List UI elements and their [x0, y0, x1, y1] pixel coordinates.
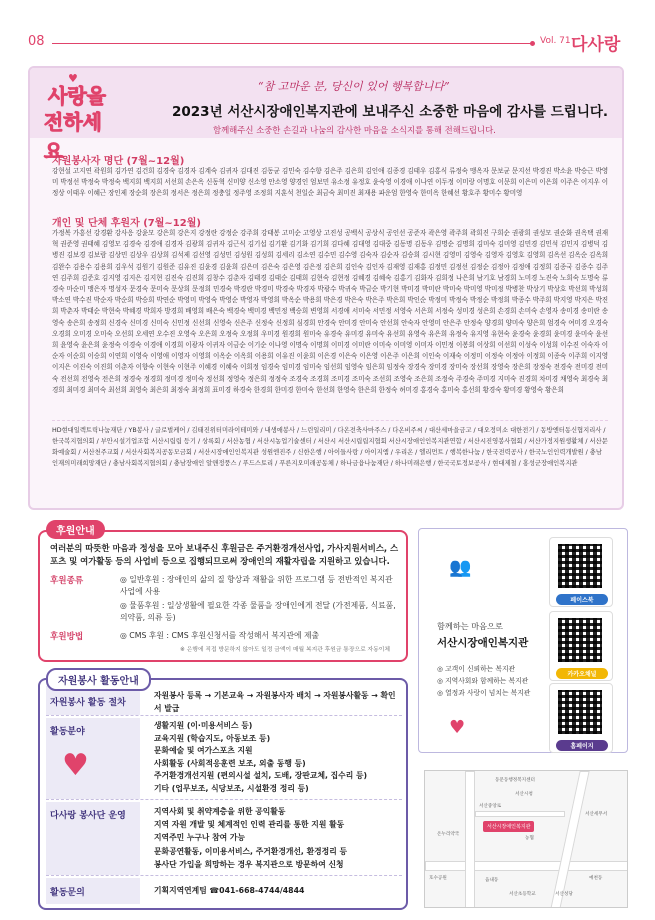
people-illustration-icon: 👥 [449, 557, 472, 578]
heart-hands-icon: ♥ [62, 748, 89, 783]
map-pin-welfare-center[interactable]: 서산시장애인복지관 [483, 821, 534, 832]
organization-names: HD현대일렉트릭나눔재단 / YB봉사 / 글로벌케어 / 김태진위터미라이테미와 / 내생애봉사 / 느린일리미 / 다온전축사마주스 / 다온비주씨 / 대산세마을금고 / 대오정미소 대한전기 / 동방엔터동신협지리사 / 한국복지협의회 / 부안시설기업조합 서산시립립 등기 / 상록회 / 서산농협 / 서산시농업기술센터 / 서산시 서산시립립지협회 서산시장애인인복지관연합 / 서산시진영봉사협회 / 서산가정지원생활체 / 서산문화예술회 / 서산천주교회 / 서산사회복지공동모금회 / 서산시장애인인복지관 성원엔진주 / 신한은행 / 아이들사랑 / 아이지엠 / 우리온 / 엘리먼트 / 행복한나눔 / 한국전력공사 / 한국노인인력개발원 / 충남인재의미래희망재단 / 충남사회복지협의회 / 충남장애인 알앤정풍스 / 푸드스토리 / 푸른지오미래공동체 / 하나금융나눔재단 / 하나미래은행 / 한국국토정보공사 / 현대제철 / 홍성군장애인복지관 [52, 420, 608, 508]
donation-tab: 후원안내 [46, 520, 105, 539]
map-road [465, 771, 475, 908]
volume-label: Vol. 71 [540, 36, 571, 46]
location-map[interactable] [424, 770, 628, 908]
header-dot [530, 41, 535, 46]
facebook-qr[interactable]: 페이스북 [549, 537, 613, 607]
volunteer-row-contact: 활동문의 기획지역연계팀 ☎041-668-4744/4844 [46, 878, 402, 904]
donation-kind-general: ◎ 일반후원 : 장애인의 삶의 질 향상과 재활을 위한 프로그램 등 전반적인 복지관 사업에 사용 [120, 575, 393, 596]
donor-list-heading: 개인 및 단체 후원자 (7월~12월) [52, 218, 201, 229]
volunteer-tab: 자원봉사 활동안내 [46, 668, 151, 691]
volunteer-names: 강현설 고지연 곽원희 김가연 김건희 김경숙 김경자 김계숙 김귀자 김대진 김동균 김민숙 김수향 김은주 김은희 김인애 김종경 김태우 김홍식 류정숙 맹옥자 문보균 문지선 박경진 박소윤 박승근 박영미 박정선 박정숙 박정숙 백지희 백지희 서선희 손은옥 신동혁 신미양 신소영 안소영 양경인 엄보민 유소정 유정호 윤숙영 이경애 이나연 이두정 이미랑 이명호 이문희 이은미 이은희 이주은 이지우 이정상 이태우 이혜근 장인제 장순희 장은희 정서은 정은희 정충일 정주영 조정희 지훈석 천일순 최금숙 최미진 최재용 파운엄 한영숙 한미옥 한혜선 황호주 황미수 황미영 [52, 167, 608, 198]
balloon-illustration-icon: ♥ [449, 717, 466, 738]
map-road [425, 861, 628, 871]
donation-kind-label: 후원종류 [50, 576, 84, 586]
map-label: 동문동행정복지센터 [495, 778, 535, 783]
volunteer-row-fields: 활동분야 ♥ 생활지원 (이·미용서비스 등) 교육지원 (학습지도, 아동보조 등) 문화예술 및 여가스포츠 지원 사회활동 (사회적응훈련 보조, 외출 동행 등) 주거환경개선지원 (편의시설 설치, 도배, 장판교체, 집수리 등) 기타 (업무보조, 식당보조, 시설환경 정리 등) [46, 718, 402, 800]
thanks-subtitle: 함께해주신 소중한 손길과 나눔의 감사한 마음을 소식지를 통해 전해드립니다. [213, 125, 496, 135]
thanks-title: 2023년 서산시장애인복지관에 보내주신 소중한 마음에 감사를 드립니다. [172, 104, 609, 120]
thanks-section [28, 66, 624, 510]
love-logo: ♥ 사랑을 전하세요 [44, 72, 106, 163]
map-road [475, 811, 565, 817]
donation-kind-goods: ◎ 물품후원 : 일상생활에 필요한 각종 물품을 장애인에게 전달 (가전제품, 식료품, 의약품, 의류 등) [120, 601, 396, 622]
map-label: 농협 [525, 836, 534, 841]
kakao-channel-qr[interactable]: 카카오채널 [549, 611, 613, 681]
page-number: 08 [28, 34, 45, 49]
donor-names: 가정복 가흥선 강경환 강사응 강윤모 강은희 강은지 강정란 강정순 강주희 강태봉 고미순 고영상 고진성 공백식 공상식 공인선 공준자 곽은영 곽주희 곽희진 구희순 권광희 권성모 권순화 권옥택 권재혁 권준영 권태혜 김영모 김경숙 김경애 김경자 김광희 김귀자 김근식 김기섭 김기환 김기화 김기희 김다혜 김대영 김대중 김동명 김동우 김명순 김명희 김미숙 김미영 김민경 김민석 김민지 김병덕 김병진 김보경 김보람 김상민 김상우 김상희 김석제 김선영 김성민 김성원 김성희 김세리 김소연 김수민 김수영 김숙자 김순자 김승희 김시현 김영미 김영숙 김영자 김영호 김영희 김옥선 김옥순 김옥희 김완수 김용수 김용희 김우석 김원기 김원준 김유진 김윤경 김윤희 김은미 김은숙 김은영 김은정 김은희 김인숙 김인자 김재영 김재홍 김정민 김정선 김정순 김정아 김정애 김정희 김종국 김종수 김주연 김주희 김준호 김지영 김지은 김지현 김진숙 김진희 김창수 김춘자 김태경 김태순 김태희 김현숙 김현정 김혜경 김혜숙 김홍기 김화자 김희정 나은희 남기호 남경희 노미경 노진숙 노희숙 도명숙 류경숙 마순미 맹은자 명성자 문경숙 문미숙 문상희 문정희 민경숙 박경란 박경미 박경숙 박경자 박광수 박귀숙 박금순 박기현 박미경 박미란 박미숙 박미영 박미정 박병찬 박상기 박상호 박선희 박성희 박소연 박수진 박순자 박순희 박승희 박연순 박영미 박영숙 박영순 박영자 박영희 박옥순 박용희 박은경 박은숙 박은주 박은희 박인순 박정미 박정숙 박정순 박정희 박종수 박주희 박지영 박지은 박진희 박춘자 박태순 박현숙 박혜경 박희자 방경희 배영희 배은숙 백경숙 백미경 백민정 백승희 변영희 서경애 서미숙 서민정 서영숙 서은희 서정숙 성미경 성은희 손경희 손미숙 손영자 송미경 송미란 송영숙 송은희 송정희 신경숙 신미경 신미숙 신민정 신선희 신영숙 신은주 신정숙 신정희 심경희 안경숙 안미경 안미숙 안선희 안숙자 안영미 안은주 안정숙 양경희 양미숙 양은희 엄경숙 여미경 오경숙 오경희 오미경 오미숙 오선희 오세연 오수진 오영숙 오은희 오정숙 오정희 우미경 원경희 원미숙 유경숙 유미경 유미숙 유선희 유영숙 유은희 유정숙 유지영 유현숙 윤경숙 윤경희 윤미경 윤미숙 윤선희 윤영숙 윤은희 윤정숙 이경숙 이경애 이경희 이광자 이귀자 이금순 이기순 이나영 이명숙 이명희 이미경 이미란 이미숙 이미영 이미자 이민정 이봉희 이상희 이선희 이성숙 이성희 이수진 이숙자 이순자 이순희 이승희 이연희 이영숙 이영애 이영자 이영희 이옥순 이옥희 이용희 이유진 이윤희 이은경 이은숙 이은영 이은주 이은희 이인숙 이재숙 이정미 이정숙 이정아 이정희 이종숙 이주희 이지영 이지은 이진숙 이진희 이춘자 이향숙 이현숙 이현주 이혜경 이혜숙 이희정 임경숙 임미경 임미숙 임선희 임영숙 임은희 임정숙 장경숙 장미경 장미숙 장선희 장영숙 장은희 장정숙 전경숙 전미경 전미숙 전선희 전영숙 전은희 정경숙 정경희 정미경 정미숙 정선희 정영숙 정은희 정정숙 조경숙 조경희 조미경 조미숙 조선희 조영숙 조은희 조정숙 주경숙 주미경 지미숙 진경희 차미경 채영숙 최경숙 최경희 최미경 최미숙 최선희 최영숙 최은희 최정숙 최정희 표미경 하경숙 한경희 한미경 한미숙 한선희 한영숙 한은희 한정숙 허미경 홍경숙 홍미숙 홍선희 황경숙 황미경 황영숙 황은희 [52, 229, 608, 394]
promo-panel [418, 528, 628, 753]
donation-guide [38, 530, 408, 662]
brand-name: 다사랑 [571, 35, 621, 55]
qr-code-icon [556, 616, 604, 664]
promo-org-name: 서산시장애인복지관 [437, 637, 529, 649]
donation-intro: 여러분의 따뜻한 마음과 정성을 모아 보내주신 후원금은 주거환경개선사업, 가사지원서비스, 스포츠 및 여가활동 등의 사업비 등으로 집행되므로써 장애인의 재활자립을 지원하고 있습니다. [50, 543, 399, 566]
map-label: 서산세무서 [585, 812, 608, 817]
promo-bullet: ◎ 고객이 신뢰하는 복지관 [437, 665, 516, 673]
promo-bullet: ◎ 지역사회와 함께하는 복지관 [437, 677, 529, 685]
map-road [550, 771, 589, 908]
volunteer-list-heading: 자원봉사자 명단 (7월~12월) [52, 156, 185, 167]
map-label: 호수공원 [429, 876, 447, 881]
volunteer-guide [38, 678, 408, 910]
map-label: 서산초등학교 [509, 892, 536, 897]
map-label: 읍내동 [485, 878, 499, 883]
promo-tagline: 함께하는 마음으로 [437, 621, 503, 631]
map-label: 예천동 [589, 876, 603, 881]
promo-bullet: ◎ 열정과 사랑이 넘치는 복지관 [437, 689, 531, 697]
volunteer-row-club: 다사랑 봉사단 운영 지역사회 및 취약계층을 위한 공익활동 지역 자원 개발 및 체계적인 인력 관리를 통한 지원 활동 지역주민 누구나 참여 가능 문화공연활동, 이미용서비스, 주거환경개선, 환경정리 등 봉사단 가입을 희망하는 경우 복지관으로 방문하여 신청 [46, 802, 402, 876]
thanks-quote: “참 고마운 분, 당신이 있어 행복합니다” [258, 80, 450, 93]
qr-code-icon [556, 688, 604, 736]
map-label: 서산성당 [555, 892, 573, 897]
map-label: 서산중앙로 [479, 804, 502, 809]
donation-method-label: 후원방법 [50, 632, 84, 642]
header-rule [52, 43, 532, 44]
heart-icon: ♥ [68, 72, 78, 85]
volunteer-row-procedure: 자원봉사 활동 절차 자원봉사 등록 → 기본교육 → 자원봉사자 배치 → 자원봉사활동 → 확인서 발급 [46, 686, 402, 716]
map-label: 서산시청 [515, 792, 533, 797]
donation-method-note: ※ 은행에 직접 방문하지 않아도 일정 금액이 매월 복지관 후원금 통장으로 자동이체 [180, 647, 390, 653]
homepage-qr[interactable]: 홈페이지 [549, 683, 613, 753]
qr-code-icon [556, 542, 604, 590]
donation-method-cms: ◎ CMS 후원 : CMS 후원신청서를 작성해서 복지관에 제출 [120, 631, 320, 640]
map-label: 온누리약국 [437, 832, 460, 837]
